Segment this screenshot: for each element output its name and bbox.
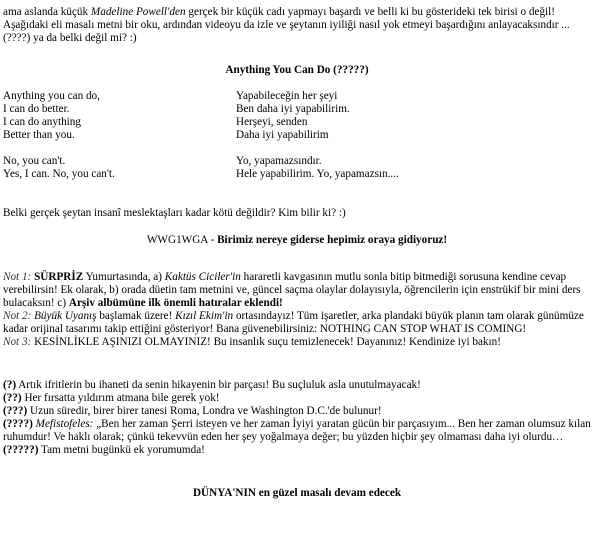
footnote <box>3 379 591 392</box>
footnote-mark: (????) <box>3 418 33 430</box>
note-1 <box>3 271 591 310</box>
intro-rest: gerçek bir küçük cadı yapmayı başardı ve belli ki bu gösterideki tek birisi o değil! Aşağıdaki eli masalı metni bir oku, ardından videoyu da izle ve şeytanın iyiliği nasıl yok etmeyi başardığını anlayacaksındır ... (????) ya da belki değil mi? :) <box>3 6 570 44</box>
lyric-tr: Yapabileceğin her şeyi <box>236 90 338 102</box>
note-italic: Büyük Uyanış <box>31 310 97 322</box>
motto-bold: Birimiz nereye giderse hepimiz oraya gidiyoruz! <box>217 234 448 246</box>
lyrics-verse-2 <box>3 155 583 181</box>
footnote-mark: (??) <box>3 392 22 404</box>
notes-block <box>3 271 591 349</box>
lyric-tr: Hele yapabilirim. Yo, yapamazsın.... <box>236 168 399 180</box>
lyric-en: I can do better. <box>3 103 70 115</box>
footnote <box>3 444 591 457</box>
note-italic: Kızıl Ekim'in <box>175 310 234 322</box>
closing-line: DÜNYA'NIN en güzel masalı devam edecek <box>192 487 402 499</box>
note-text: başlamak üzere! <box>96 310 176 322</box>
note-text: KESİNLİKLE AŞINIZI OLMAYINIZ! Bu insanlık suçu temizlenecek! Dayanınız! Kendinize iyi bakın! <box>31 336 501 348</box>
note-text: hararetli kavgasının mutlu sonla bitip bitmediği sorusuna kendine cevap verebilirsin! Ek olarak, b) orada düetin tam metnini ve, güncel saçma olaylar dolayısıyla, öğrencilerin için enstrükif bir mini ders bulacaksın! c) <box>3 271 581 309</box>
footnote <box>3 405 591 418</box>
footnote-text: Artık ifritlerin bu ihaneti da senin hikayenin bir parçası! Bu suçluluk asla unutulmayacak! <box>16 379 421 391</box>
footnote <box>3 418 591 444</box>
lyric-en: Yes, I can. No, you can't. <box>3 168 115 180</box>
footnote-text: Uzun süredir, birer birer tanesi Roma, Londra ve Washington D.C.'de bulunur! <box>27 405 382 417</box>
lyric-tr: Yo, yapamazsındır. <box>236 155 322 167</box>
song-title: Anything You Can Do (?????) <box>225 64 369 76</box>
lyric-row <box>3 155 583 168</box>
lyric-row <box>3 103 583 116</box>
note-label: Not 2: <box>3 310 32 322</box>
intro-text: ama aslanda küçük <box>3 6 91 18</box>
note-label: Not 1: <box>3 271 32 283</box>
footnote-text: Her fırsatta yıldırım atmana bile gerek yok! <box>21 392 220 404</box>
lyric-tr: Herşeyi, senden <box>236 116 308 128</box>
footnote-mark: (?) <box>3 379 17 391</box>
footnote-text: „Ben her zaman Şerri isteyen ve her zaman İyiyi yaratan gücün bir parçasıyım... Ben her zaman olumsuz kılan ruhumdur! Ve haklı olarak; çünkü tekevvün eden her şey yoğalmaya değer; bu yüzden hiçbir şey olmaması daha iyi olurdu… <box>3 418 591 443</box>
lyric-en: Anything you can do, <box>3 90 100 102</box>
lyric-tr: Daha iyi yapabilirim <box>236 129 329 141</box>
footnote-name: Mefistofeles: <box>32 418 94 430</box>
question-line: Belki gerçek şeytan insanî meslektaşları kadar kötü değildir? Kim bilir ki? :) <box>3 207 346 219</box>
footnote-text: Tam metni bugünkü ek yorumumda! <box>38 444 205 456</box>
lyric-en: Better than you. <box>3 129 75 141</box>
intro-name: Madeline Powell'den <box>90 6 186 18</box>
note-text: Yumurtasında, a) <box>83 271 165 283</box>
intro-paragraph <box>3 6 591 45</box>
note-text: ortasındayız! Tüm işaretler, arka plandaki büyük planın tam olarak günümüze kadar orijinal tasarımı takip ettiğini gösteriyor! Bana güvenebilirsiniz: NOTHING CAN STOP WHAT IS COMING! <box>3 310 584 335</box>
lyric-row <box>3 129 583 142</box>
lyric-row <box>3 116 583 129</box>
footnote <box>3 392 591 405</box>
motto-line <box>3 234 591 247</box>
note-2 <box>3 310 591 336</box>
lyric-row <box>3 90 583 103</box>
footnote-mark: (???) <box>3 405 28 417</box>
lyric-en: I can do anything <box>3 116 81 128</box>
footnotes-block <box>3 379 591 457</box>
note-bold: Arşiv albümüne ilk önemli hatıralar eklendi! <box>68 297 283 309</box>
lyrics-verse-1 <box>3 90 583 142</box>
footnote-mark: (?????) <box>3 444 39 456</box>
note-bold: SÜRPRİZ <box>31 271 84 283</box>
note-name: Kaktüs Ciciler'in <box>164 271 241 283</box>
lyric-tr: Ben daha iyi yapabilirim. <box>236 103 350 115</box>
lyric-en: No, you can't. <box>3 155 66 167</box>
lyric-row <box>3 168 583 181</box>
note-label: Not 3: <box>3 336 32 348</box>
motto-prefix: WWG1WGA - <box>146 234 218 246</box>
note-3 <box>3 336 591 349</box>
